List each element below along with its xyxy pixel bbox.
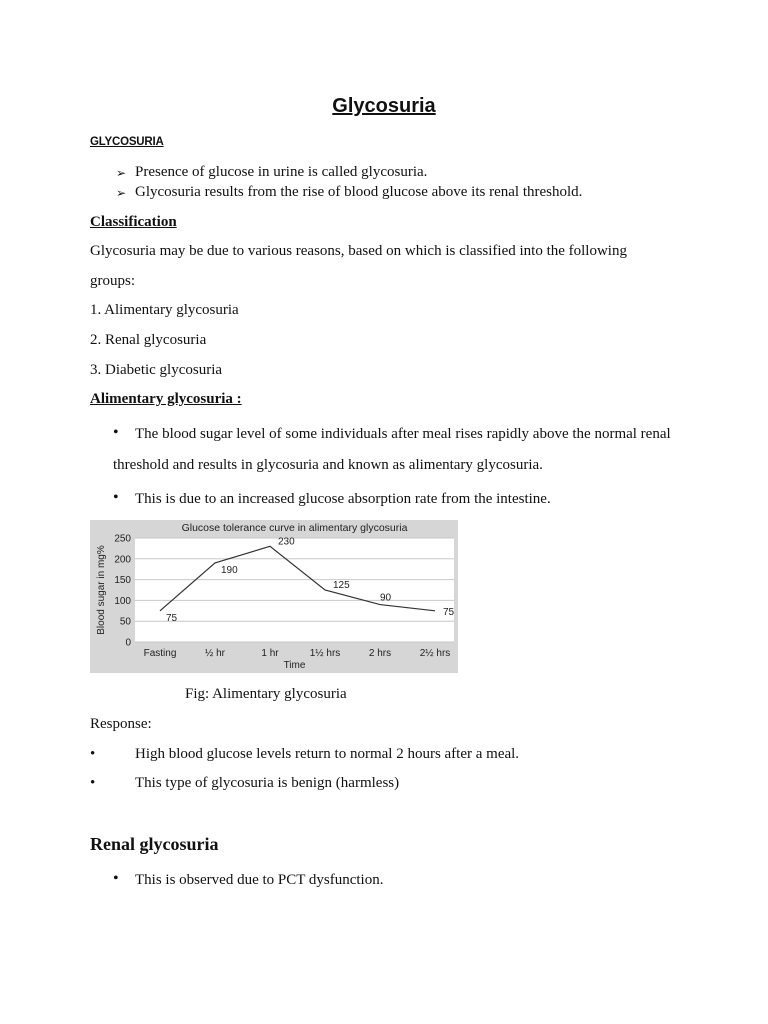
intro-bullet-2: Glycosuria results from the rise of blood glucose above its renal threshold. bbox=[135, 184, 583, 200]
y-tick-label: 0 bbox=[125, 637, 131, 649]
alimentary-heading: Alimentary glycosuria : bbox=[90, 391, 242, 407]
y-tick-label: 200 bbox=[114, 554, 131, 566]
y-tick-label: 50 bbox=[119, 616, 131, 628]
classification-item-1: 1. Alimentary glycosuria bbox=[90, 302, 239, 318]
renal-heading: Renal glycosuria bbox=[90, 834, 219, 854]
arrow-bullet-icon: ➢ bbox=[116, 166, 127, 180]
bullet-dot-icon: • bbox=[113, 489, 119, 506]
classification-heading: Classification bbox=[90, 214, 177, 230]
response-label: Response: bbox=[90, 716, 152, 732]
y-axis-label: Blood sugar in mg% bbox=[96, 545, 107, 635]
x-tick-label: 2 hrs bbox=[368, 648, 392, 659]
x-tick-label: ½ hr bbox=[204, 648, 226, 659]
x-tick-label: 1 hr bbox=[261, 648, 279, 659]
bullet-dot-icon: • bbox=[90, 746, 96, 762]
x-tick-label: Fasting bbox=[143, 648, 177, 659]
intro-bullet-1: Presence of glucose in urine is called glycosuria. bbox=[135, 164, 428, 180]
alimentary-bullet-2: This is due to an increased glucose absorption rate from the intestine. bbox=[135, 491, 551, 507]
y-tick-label: 100 bbox=[114, 595, 131, 607]
data-label: 90 bbox=[380, 592, 392, 604]
bullet-dot-icon: • bbox=[113, 424, 119, 441]
figure-caption: Fig: Alimentary glycosuria bbox=[185, 686, 347, 702]
x-tick-label: 2½ hrs bbox=[419, 648, 451, 659]
x-tick-label: 1½ hrs bbox=[309, 648, 341, 659]
arrow-bullet-icon: ➢ bbox=[116, 186, 127, 200]
alimentary-bullet-1-line-2: threshold and results in glycosuria and known as alimentary glycosuria. bbox=[113, 457, 543, 473]
data-label: 75 bbox=[443, 606, 455, 618]
response-item-1: High blood glucose levels return to normal 2 hours after a meal. bbox=[135, 746, 520, 762]
bullet-dot-icon: • bbox=[90, 775, 96, 791]
data-label: 75 bbox=[166, 612, 178, 624]
data-label: 190 bbox=[221, 564, 238, 576]
section-subheading: GLYCOSURIA bbox=[90, 136, 164, 148]
renal-bullet-1: This is observed due to PCT dysfunction. bbox=[135, 872, 384, 888]
page-title: Glycosuria bbox=[332, 95, 436, 117]
x-axis-label: Time bbox=[283, 660, 306, 671]
glucose-tolerance-chart bbox=[90, 520, 458, 673]
chart-title: Glucose tolerance curve in alimentary glycosuria bbox=[181, 522, 408, 534]
chart-plot-area bbox=[135, 538, 454, 642]
y-tick-label: 150 bbox=[114, 575, 131, 587]
y-tick-label: 250 bbox=[114, 533, 131, 545]
classification-item-2: 2. Renal glycosuria bbox=[90, 332, 207, 348]
chart-svg bbox=[90, 520, 458, 673]
response-item-2: This type of glycosuria is benign (harmless) bbox=[135, 775, 400, 791]
data-label: 230 bbox=[278, 536, 295, 548]
alimentary-bullet-1-line-1: The blood sugar level of some individuals after meal rises rapidly above the normal renal bbox=[135, 426, 671, 442]
data-label: 125 bbox=[333, 580, 350, 591]
classification-item-3: 3. Diabetic glycosuria bbox=[90, 362, 223, 378]
classification-line-1: Glycosuria may be due to various reasons, based on which is classified into the following bbox=[90, 243, 627, 259]
bullet-dot-icon: • bbox=[113, 870, 119, 887]
classification-line-2: groups: bbox=[90, 273, 135, 289]
